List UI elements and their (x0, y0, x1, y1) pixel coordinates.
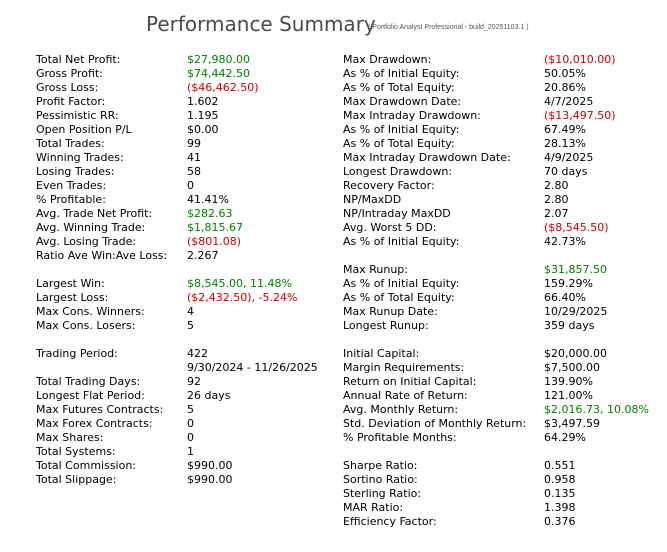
metric-label-largest-win-15: Largest Win: (36, 277, 105, 290)
metric-label-ratio-ave-win-ave-loss-14: Ratio Ave Win:Ave Loss: (36, 249, 168, 262)
metric-value-as-of-total-equity-16: 66.40% (544, 291, 586, 304)
metric-label-max-cons-losers-18: Max Cons. Losers: (36, 319, 136, 332)
metric-row (36, 123, 336, 137)
metric-label-max-futures-contracts-23: Max Futures Contracts: (36, 403, 164, 416)
metric-row (36, 221, 336, 235)
metric-value-largest-win-15: $8,545.00, 11.48% (187, 277, 292, 290)
metric-label-pessimistic-rr-4: Pessimistic RR: (36, 109, 119, 122)
metric-row (343, 193, 663, 207)
metric-row (343, 165, 663, 179)
metric-value-avg-losing-trade-13: ($801.08) (187, 235, 242, 248)
metric-row (343, 95, 663, 109)
metric-row (36, 193, 336, 207)
metric-label-mar-ratio-29: MAR Ratio: (343, 501, 404, 514)
metric-label-profitable-months-25: % Profitable Months: (343, 431, 457, 444)
metric-value-as-of-initial-equity-15: 159.29% (544, 277, 593, 290)
metric-row (343, 277, 663, 291)
metric-value-max-drawdown-0: ($10,010.00) (544, 53, 616, 66)
metric-label-largest-loss-16: Largest Loss: (36, 291, 109, 304)
metric-value-max-drawdown-date-3: 4/7/2025 (544, 95, 594, 108)
metric-row (343, 123, 663, 137)
metric-label-losing-trades-8: Losing Trades: (36, 165, 115, 178)
metric-row (343, 319, 663, 333)
metric-row (36, 403, 336, 417)
metric-row (36, 109, 336, 123)
metric-label-efficiency-factor-30: Efficiency Factor: (343, 515, 437, 528)
metric-row (36, 445, 336, 459)
metric-row (36, 417, 336, 431)
metric-value-gross-profit-1: $74,442.50 (187, 67, 250, 80)
metric-label-std-deviation-of-monthly-return-24: Std. Deviation of Monthly Return: (343, 417, 527, 430)
metric-value-max-runup-14: $31,857.50 (544, 263, 607, 276)
metric-label-total-net-profit-0: Total Net Profit: (36, 53, 121, 66)
metric-row (36, 179, 336, 193)
metric-value-as-of-total-equity-2: 20.86% (544, 81, 586, 94)
metric-row (343, 501, 663, 515)
metric-label-max-drawdown-0: Max Drawdown: (343, 53, 432, 66)
metric-row (36, 137, 336, 151)
metric-row (343, 207, 663, 221)
metric-label-gross-profit-1: Gross Profit: (36, 67, 103, 80)
metric-row (343, 67, 663, 81)
metric-label-avg-worst-5-dd-12: Avg. Worst 5 DD: (343, 221, 437, 234)
metric-row (36, 375, 336, 389)
metric-label-even-trades-9: Even Trades: (36, 179, 107, 192)
metric-label-total-slippage-28: Total Slippage: (36, 473, 117, 486)
metric-label-as-of-total-equity-2: As % of Total Equity: (343, 81, 455, 94)
metric-label-as-of-initial-equity-15: As % of Initial Equity: (343, 277, 460, 290)
left-metrics-column (36, 53, 336, 487)
metric-row (343, 389, 663, 403)
metric-value-margin-requirements-20: $7,500.00 (544, 361, 600, 374)
metric-value-std-deviation-of-monthly-return-24: $3,497.59 (544, 417, 600, 430)
metric-value-avg-worst-5-dd-12: ($8,545.50) (544, 221, 609, 234)
metric-row (36, 291, 336, 305)
metric-row (36, 67, 336, 81)
metric-value-longest-drawdown-8: 70 days (544, 165, 588, 178)
metric-label-as-of-initial-equity-13: As % of Initial Equity: (343, 235, 460, 248)
metric-row (36, 95, 336, 109)
metric-label-trading-period-19: Trading Period: (36, 347, 118, 360)
metric-row (36, 473, 336, 487)
metric-value-longest-flat-period-22: 26 days (187, 389, 231, 402)
metric-row (343, 473, 663, 487)
metric-label-sortino-ratio-27: Sortino Ratio: (343, 473, 418, 486)
metric-value-recovery-factor-9: 2.80 (544, 179, 569, 192)
metric-label-longest-runup-18: Longest Runup: (343, 319, 429, 332)
metric-value-losing-trades-8: 58 (187, 165, 201, 178)
metric-row (343, 221, 663, 235)
metric-value-total-slippage-28: $990.00 (187, 473, 233, 486)
metric-value-profitable-months-25: 64.29% (544, 431, 586, 444)
metric-label-as-of-initial-equity-5: As % of Initial Equity: (343, 123, 460, 136)
metric-row (36, 319, 336, 333)
metric-label-max-shares-25: Max Shares: (36, 431, 104, 444)
metric-label-total-commission-27: Total Commission: (36, 459, 137, 472)
metric-row (36, 81, 336, 95)
metric-value-max-intraday-drawdown-4: ($13,497.50) (544, 109, 616, 122)
metric-value-gross-loss-2: ($46,462.50) (187, 81, 259, 94)
metric-label-longest-drawdown-8: Longest Drawdown: (343, 165, 453, 178)
metric-value-np-maxdd-10: 2.80 (544, 193, 569, 206)
metric-value-as-of-initial-equity-5: 67.49% (544, 123, 586, 136)
metric-row (343, 235, 663, 249)
metric-label-longest-flat-period-22: Longest Flat Period: (36, 389, 145, 402)
metric-value-mar-ratio-29: 1.398 (544, 501, 576, 514)
metric-label-avg-monthly-return-23: Avg. Monthly Return: (343, 403, 459, 416)
metric-value-max-cons-winners-17: 4 (187, 305, 194, 318)
metric-value-open-position-p-l-5: $0.00 (187, 123, 219, 136)
metric-label-annual-rate-of-return-22: Annual Rate of Return: (343, 389, 468, 402)
metric-label-avg-winning-trade-12: Avg. Winning Trade: (36, 221, 146, 234)
metric-row (343, 109, 663, 123)
metric-row (36, 53, 336, 67)
metric-row (343, 151, 663, 165)
metric-row (343, 417, 663, 431)
metric-value-even-trades-9: 0 (187, 179, 194, 192)
metric-value-largest-loss-16: ($2,432.50), -5.24% (187, 291, 298, 304)
metric-row (36, 389, 336, 403)
metric-value-profitable-10: 41.41% (187, 193, 229, 206)
metric-value-max-cons-losers-18: 5 (187, 319, 194, 332)
metric-label-as-of-total-equity-6: As % of Total Equity: (343, 137, 455, 150)
metric-row (343, 81, 663, 95)
metric-value-profit-factor-3: 1.602 (187, 95, 219, 108)
metric-value-max-forex-contracts-24: 0 (187, 417, 194, 430)
metric-label-sharpe-ratio-26: Sharpe Ratio: (343, 459, 418, 472)
metric-value-total-systems-26: 1 (187, 445, 194, 458)
metric-row (36, 277, 336, 291)
metric-label-avg-trade-net-profit-11: Avg. Trade Net Profit: (36, 207, 153, 220)
metric-value-efficiency-factor-30: 0.376 (544, 515, 576, 528)
metric-row (343, 347, 663, 361)
metric-value-blank-20: 9/30/2024 - 11/26/2025 (187, 361, 318, 374)
metric-label-gross-loss-2: Gross Loss: (36, 81, 99, 94)
metric-label-total-systems-26: Total Systems: (36, 445, 116, 458)
metric-value-avg-trade-net-profit-11: $282.63 (187, 207, 233, 220)
metric-label-profit-factor-3: Profit Factor: (36, 95, 106, 108)
metric-label-as-of-initial-equity-1: As % of Initial Equity: (343, 67, 460, 80)
metric-row (343, 431, 663, 445)
metric-value-total-net-profit-0: $27,980.00 (187, 53, 250, 66)
metric-label-open-position-p-l-5: Open Position P/L (36, 123, 132, 136)
metric-label-recovery-factor-9: Recovery Factor: (343, 179, 435, 192)
metric-row (343, 361, 663, 375)
metric-row (343, 487, 663, 501)
metric-value-initial-capital-19: $20,000.00 (544, 347, 607, 360)
metric-value-max-shares-25: 0 (187, 431, 194, 444)
metric-row (36, 207, 336, 221)
metric-value-max-futures-contracts-23: 5 (187, 403, 194, 416)
metric-label-max-intraday-drawdown-date-7: Max Intraday Drawdown Date: (343, 151, 511, 164)
metric-value-sortino-ratio-27: 0.958 (544, 473, 576, 486)
metric-label-max-forex-contracts-24: Max Forex Contracts: (36, 417, 153, 430)
metric-row (343, 53, 663, 67)
metric-label-max-runup-14: Max Runup: (343, 263, 408, 276)
metric-value-sharpe-ratio-26: 0.551 (544, 459, 576, 472)
metric-row (343, 305, 663, 319)
metric-label-as-of-total-equity-16: As % of Total Equity: (343, 291, 455, 304)
metric-value-avg-winning-trade-12: $1,815.67 (187, 221, 243, 234)
metric-row (36, 431, 336, 445)
metric-label-total-trading-days-21: Total Trading Days: (36, 375, 141, 388)
page-title: Performance Summary (146, 12, 376, 36)
metric-row (36, 249, 336, 263)
metric-row (36, 361, 336, 375)
metric-row (343, 179, 663, 193)
metric-value-longest-runup-18: 359 days (544, 319, 595, 332)
metric-value-avg-monthly-return-23: $2,016.73, 10.08% (544, 403, 649, 416)
metric-label-max-drawdown-date-3: Max Drawdown Date: (343, 95, 462, 108)
metric-row (36, 347, 336, 361)
metric-row (36, 165, 336, 179)
metric-label-sterling-ratio-28: Sterling Ratio: (343, 487, 422, 500)
metric-label-initial-capital-19: Initial Capital: (343, 347, 420, 360)
metric-row (343, 403, 663, 417)
metric-value-max-runup-date-17: 10/29/2025 (544, 305, 608, 318)
metric-value-total-commission-27: $990.00 (187, 459, 233, 472)
metric-label-margin-requirements-20: Margin Requirements: (343, 361, 465, 374)
metric-label-max-runup-date-17: Max Runup Date: (343, 305, 438, 318)
metric-label-np-maxdd-10: NP/MaxDD (343, 193, 402, 206)
metric-row (36, 305, 336, 319)
metric-row (343, 263, 663, 277)
build-subtitle: ( Portfolio Analyst Professional - build_20251103.1 ) (368, 24, 529, 31)
metric-value-as-of-initial-equity-1: 50.05% (544, 67, 586, 80)
metric-value-sterling-ratio-28: 0.135 (544, 487, 576, 500)
metric-row (36, 151, 336, 165)
right-metrics-column (343, 53, 663, 529)
metric-row (343, 375, 663, 389)
metric-row (343, 137, 663, 151)
metric-value-total-trades-6: 99 (187, 137, 201, 150)
metric-label-winning-trades-7: Winning Trades: (36, 151, 124, 164)
metric-label-max-cons-winners-17: Max Cons. Winners: (36, 305, 145, 318)
metric-value-return-on-initial-capital-21: 139.90% (544, 375, 593, 388)
metric-value-winning-trades-7: 41 (187, 151, 201, 164)
metric-label-total-trades-6: Total Trades: (36, 137, 105, 150)
metric-label-max-intraday-drawdown-4: Max Intraday Drawdown: (343, 109, 481, 122)
metric-value-as-of-initial-equity-13: 42.73% (544, 235, 586, 248)
metric-row (36, 235, 336, 249)
metric-value-ratio-ave-win-ave-loss-14: 2.267 (187, 249, 219, 262)
metric-value-total-trading-days-21: 92 (187, 375, 201, 388)
metric-value-np-intraday-maxdd-11: 2.07 (544, 207, 569, 220)
metric-value-max-intraday-drawdown-date-7: 4/9/2025 (544, 151, 594, 164)
metric-label-np-intraday-maxdd-11: NP/Intraday MaxDD (343, 207, 451, 220)
metric-row (343, 459, 663, 473)
metric-value-annual-rate-of-return-22: 121.00% (544, 389, 593, 402)
metric-row (36, 459, 336, 473)
metric-row (343, 291, 663, 305)
metric-value-as-of-total-equity-6: 28.13% (544, 137, 586, 150)
metric-value-pessimistic-rr-4: 1.195 (187, 109, 219, 122)
metric-label-profitable-10: % Profitable: (36, 193, 106, 206)
metric-row (343, 515, 663, 529)
metric-label-return-on-initial-capital-21: Return on Initial Capital: (343, 375, 477, 388)
metric-value-trading-period-19: 422 (187, 347, 208, 360)
metric-label-avg-losing-trade-13: Avg. Losing Trade: (36, 235, 137, 248)
